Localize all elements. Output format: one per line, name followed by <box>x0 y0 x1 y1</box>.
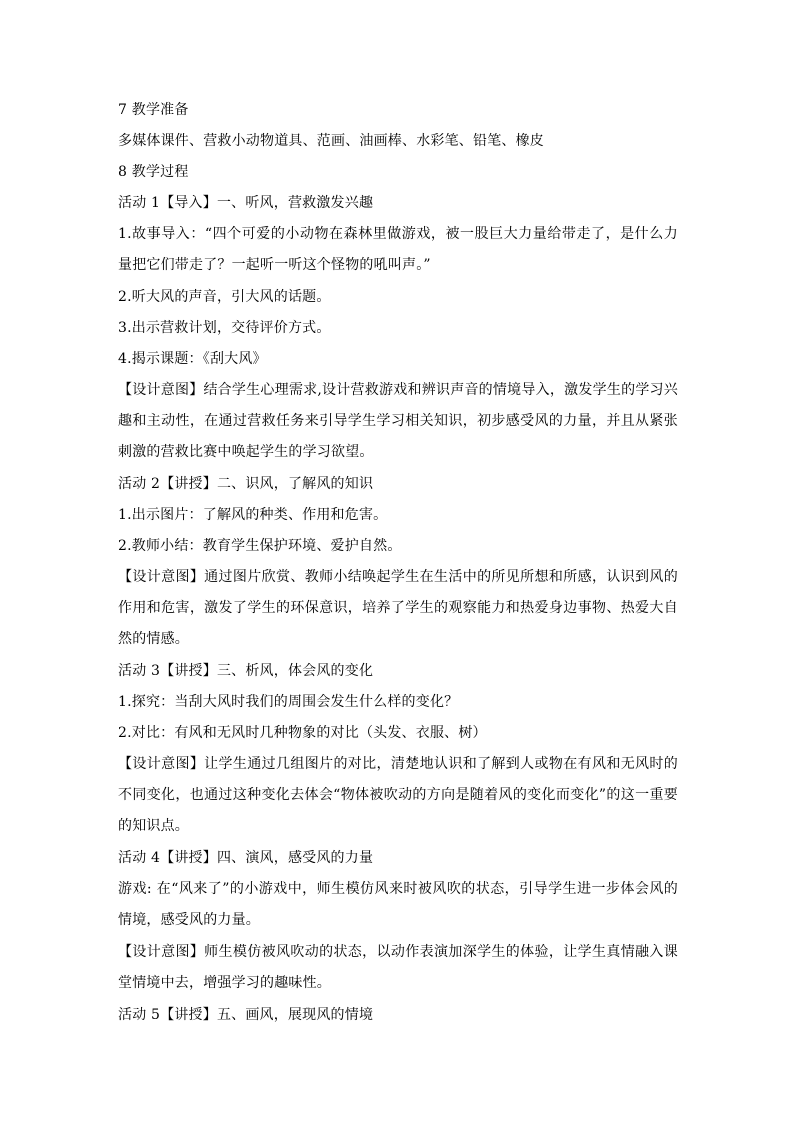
activity-3-title: 活动 3【讲授】三、析风，体会风的变化 <box>118 663 374 679</box>
activity-2-item-1: 1.出示图片：了解风的种类、作用和危害。 <box>118 507 388 523</box>
activity-5-title: 活动 5【讲授】五、画风，展现风的情境 <box>118 1007 374 1023</box>
section-7-heading: 7 教学准备 <box>118 102 189 118</box>
activity-2-design-intent: 【设计意图】通过图片欣赏、教师小结唤起学生在生活中的所见所想和所感，认识到风的作用和危害，激发了学生的环保意识，培养了学生的观察能力和热爱身边事物、热爱大自然的情感。 <box>118 569 678 647</box>
activity-1-item-1: 1.故事导入：“四个可爱的小动物在森林里做游戏，被一股巨大力量给带走了，是什么力量把它们带走了？一起听一听这个怪物的吼叫声。” <box>118 226 678 273</box>
activity-4-design-intent: 【设计意图】师生模仿被风吹动的状态，以动作表演加深学生的体验，让学生真情融入课堂情境中去，增强学习的趣味性。 <box>118 944 678 991</box>
activity-2-title: 活动 2【讲授】二、识风，了解风的知识 <box>118 476 374 492</box>
activity-4-title: 活动 4【讲授】四、演风，感受风的力量 <box>118 850 374 866</box>
activity-4-game: 游戏: 在“风来了”的小游戏中，师生模仿风来时被风吹的状态，引导学生进一步体会风的情境，感受风的力量。 <box>118 881 678 928</box>
document-page <box>118 99 678 1035</box>
activity-1-title: 活动 1【导入】一、听风，营救激发兴趣 <box>118 195 374 211</box>
activity-3-design-intent: 【设计意图】让学生通过几组图片的对比，清楚地认识和了解到人或物在有风和无风时的不同变化，也通过这种变化去体会“物体被吹动的方向是随着风的变化而变化”的这一重要的知识点。 <box>118 756 678 834</box>
activity-3-item-2: 2.对比：有风和无风时几种物象的对比（头发、衣服、树） <box>118 725 487 741</box>
activity-2-item-2: 2.教师小结：教育学生保护环境、爱护自然。 <box>118 538 402 554</box>
activity-1-design-intent: 【设计意图】结合学生心理需求,设计营救游戏和辨识声音的情境导入，激发学生的学习兴趣和主动性，在通过营救任务来引导学生学习相关知识，初步感受风的力量，并且从紧张刺激的营救比赛中唤起学生的学习欲望。 <box>118 382 678 460</box>
activity-1-item-2: 2.听大风的声音，引大风的话题。 <box>118 289 331 305</box>
teaching-materials: 多媒体课件、营救小动物道具、范画、油画棒、水彩笔、铅笔、橡皮 <box>118 133 544 149</box>
section-8-heading: 8 教学过程 <box>118 164 189 180</box>
activity-3-item-1: 1.探究：当刮大风时我们的周围会发生什么样的变化？ <box>118 694 459 710</box>
activity-1-item-3: 3.出示营救计划，交待评价方式。 <box>118 320 331 336</box>
activity-1-item-4: 4.揭示课题：《刮大风》 <box>118 351 267 367</box>
